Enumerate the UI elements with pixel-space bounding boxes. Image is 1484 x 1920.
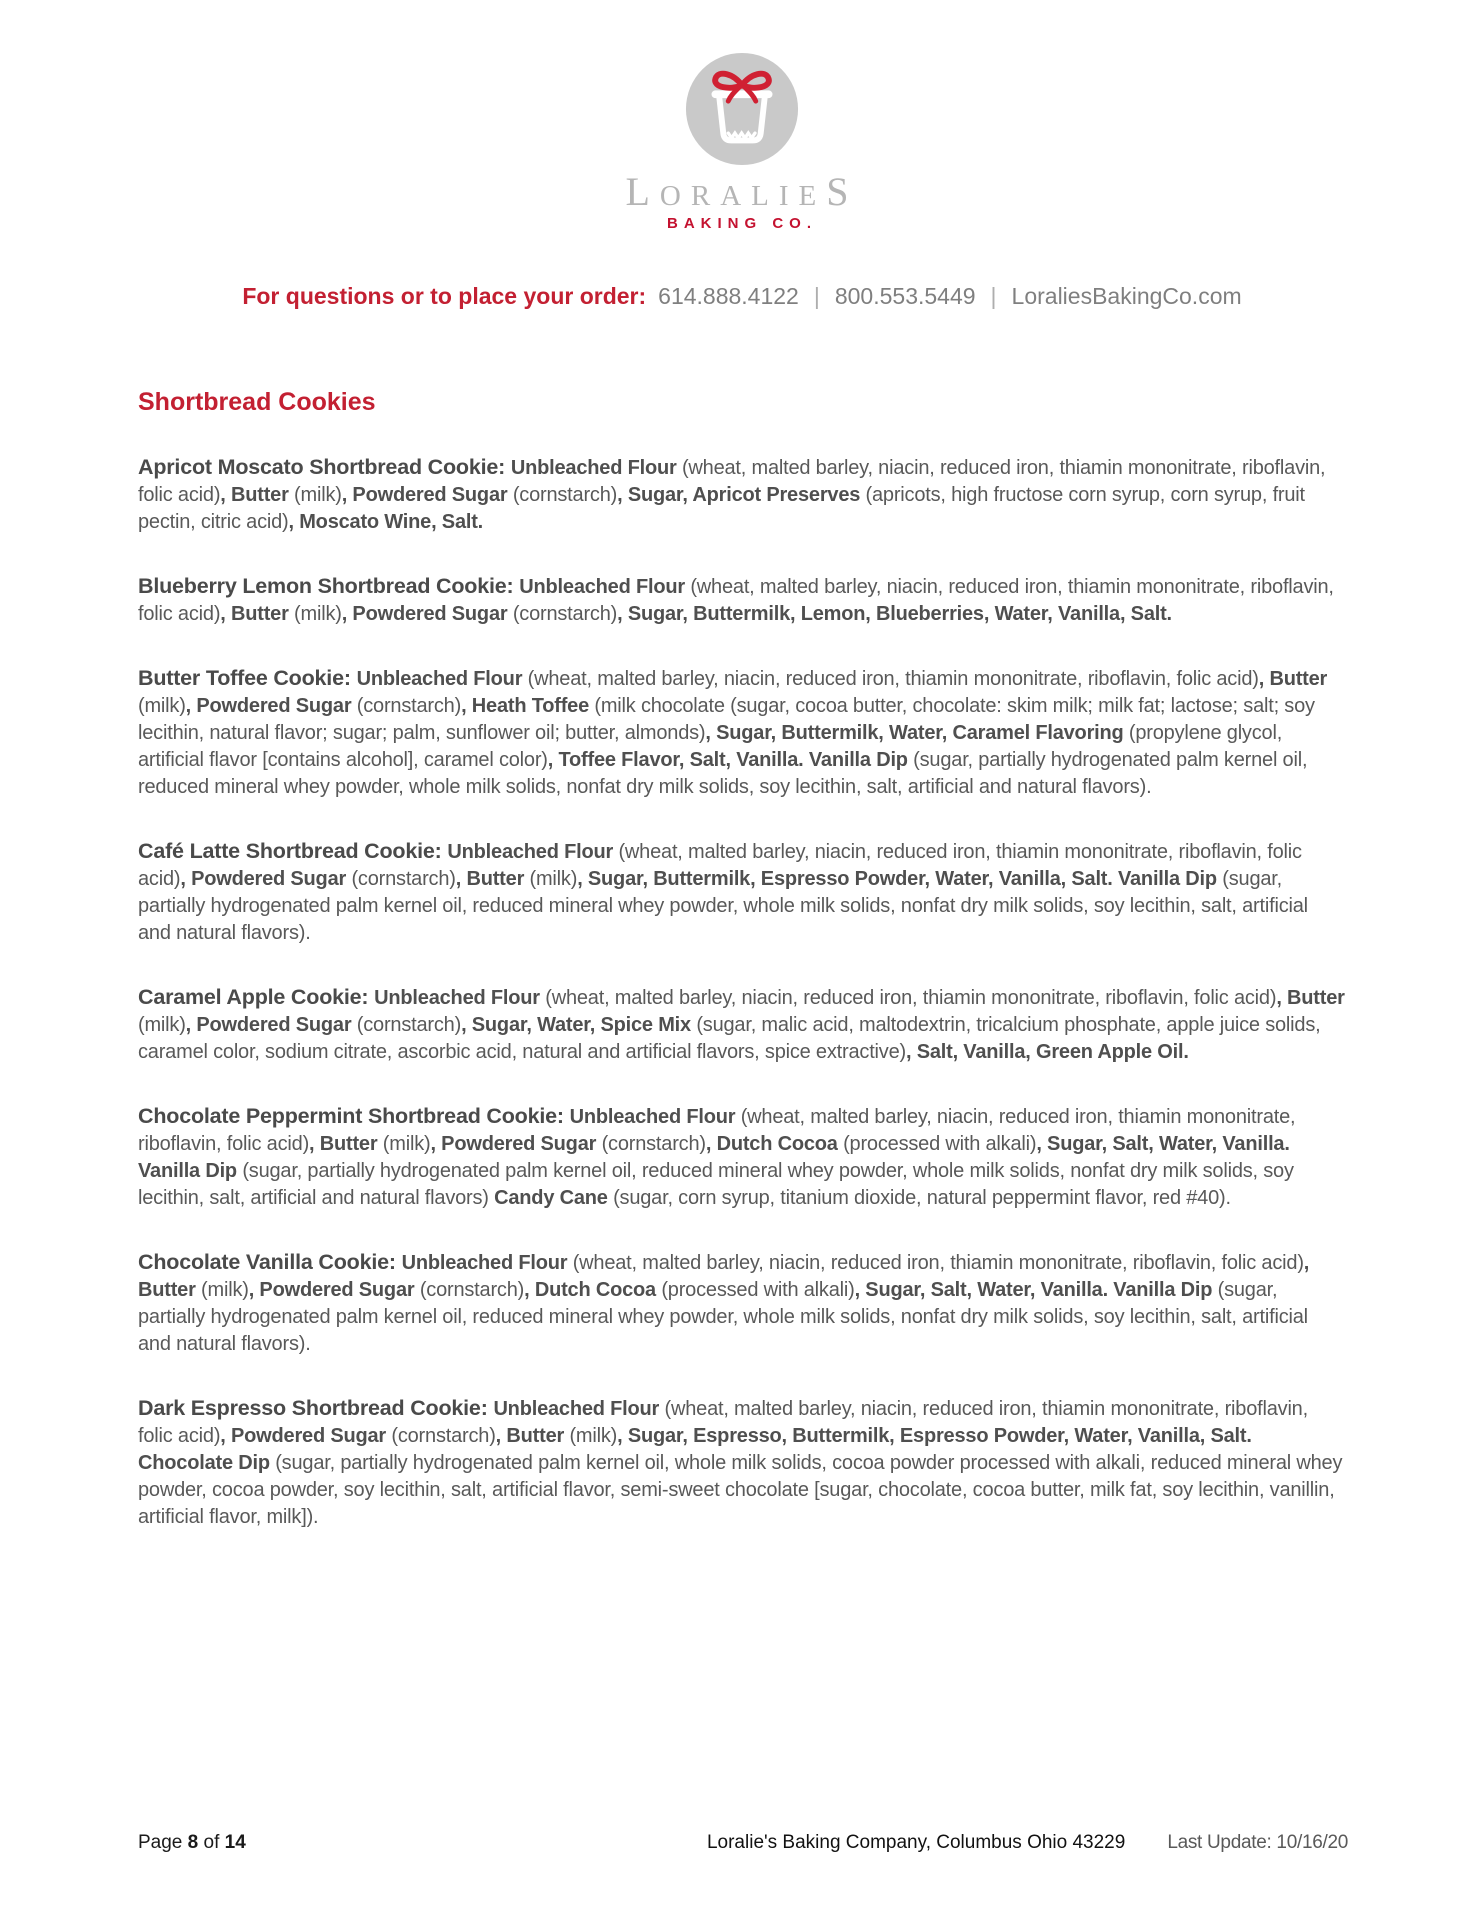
contact-line <box>0 283 1484 310</box>
product-name: Chocolate Peppermint Shortbread Cookie: <box>138 1104 570 1128</box>
separator-bar: | <box>990 283 997 309</box>
ingredient-bold: , Salt, Vanilla, Green Apple Oil. <box>905 1041 1189 1063</box>
product-name: Blueberry Lemon Shortbread Cookie: <box>138 574 520 598</box>
ingredient-detail: (wheat, malted barley, niacin, reduced iron, thiamin mononitrate, riboflavin, folic acid) <box>138 457 1326 506</box>
ingredient-detail: (cornstarch) <box>512 484 618 506</box>
ingredient-bold: , Butter <box>1258 668 1328 690</box>
ingredient-bold: , Dutch Cocoa <box>705 1133 844 1155</box>
product-paragraph <box>138 1103 1346 1212</box>
ingredient-bold: , Powdered Sugar <box>185 1014 357 1036</box>
ingredient-bold: , Sugar, Salt, Water, Vanilla. Vanilla Dip <box>854 1279 1218 1301</box>
ingredient-bold: , Butter <box>309 1133 383 1155</box>
contact-label: For questions or to place your order: <box>242 283 647 309</box>
ingredient-detail: (milk) <box>138 1014 186 1036</box>
product-list <box>138 454 1346 1531</box>
ingredient-detail: (milk) <box>294 484 342 506</box>
ingredient-bold: , Powdered Sugar <box>341 484 513 506</box>
ingredient-bold: , Sugar, Buttermilk, Water, Caramel Flavoring <box>705 722 1129 744</box>
product-paragraph <box>138 573 1346 628</box>
ingredient-bold: Unbleached Flour <box>374 987 546 1009</box>
page-number-of: of <box>198 1832 225 1853</box>
product-name: Caramel Apple Cookie: <box>138 985 375 1009</box>
ingredient-bold: , Sugar, Apricot Preserves <box>617 484 866 506</box>
ingredient-bold: , Butter <box>220 484 295 506</box>
last-update: Last Update: 10/16/20 <box>1167 1832 1348 1853</box>
ingredient-bold: , Butter <box>138 1252 1310 1301</box>
ingredient-detail: (cornstarch) <box>419 1279 525 1301</box>
ingredient-detail: (wheat, malted barley, niacin, reduced iron, thiamin mononitrate, riboflavin, folic acid) <box>545 987 1277 1009</box>
section-title: Shortbread Cookies <box>138 388 376 416</box>
page-number-prefix: Page <box>138 1832 188 1853</box>
ingredient-bold: Unbleached Flour <box>569 1106 741 1128</box>
ingredient-detail: (wheat, malted barley, niacin, reduced iron, thiamin mononitrate, riboflavin, folic acid) <box>527 668 1259 690</box>
ingredient-detail: (processed with alkali) <box>661 1279 855 1301</box>
ingredient-detail: (cornstarch) <box>391 1425 496 1447</box>
ingredient-bold: , Powdered Sugar <box>341 603 513 625</box>
brand-tagline: BAKING CO. <box>667 215 817 232</box>
ingredient-bold: , Toffee Flavor, Salt, Vanilla. Vanilla Dip <box>547 749 914 771</box>
brand-wordmark <box>0 169 1484 214</box>
ingredient-bold: , Powdered Sugar <box>430 1133 602 1155</box>
ingredient-bold: , Sugar, Buttermilk, Lemon, Blueberries, Water, Vanilla, Salt. <box>617 603 1172 625</box>
product-paragraph <box>138 984 1346 1066</box>
ingredient-bold: , Sugar, Water, Spice Mix <box>461 1014 697 1036</box>
ingredient-detail: (sugar, partially hydrogenated palm kernel oil, reduced mineral whey powder, whole milk solids, nonfat dry milk solids, soy lecithin, salt, artificial and natural flavors) <box>138 1160 1294 1209</box>
ingredient-bold: , Powdered Sugar <box>180 868 352 890</box>
ingredient-detail: (sugar, partially hydrogenated palm kernel oil, reduced mineral whey powder, whole milk solids, nonfat dry milk solids, soy lecithin, salt, artificial and natural flavors). <box>138 868 1308 944</box>
website-link[interactable]: LoraliesBakingCo.com <box>1011 283 1242 309</box>
ingredient-detail: (wheat, malted barley, niacin, reduced iron, thiamin mononitrate, riboflavin, folic acid) <box>138 576 1334 625</box>
ingredient-detail: (milk chocolate (sugar, cocoa butter, chocolate: skim milk; milk fat; lactose; salt; soy lecithin, natural flavor; sugar; palm, sunflower oil; butter, almonds) <box>138 695 1315 744</box>
ingredient-bold: , Butter <box>1276 987 1345 1009</box>
ingredient-detail: (milk) <box>201 1279 249 1301</box>
logo <box>0 50 1484 232</box>
ingredient-bold: Unbleached Flour <box>519 576 691 598</box>
product-paragraph <box>138 1249 1346 1358</box>
ingredient-detail: (cornstarch) <box>512 603 618 625</box>
ingredient-bold: Unbleached Flour <box>510 457 682 479</box>
ingredient-detail: (wheat, malted barley, niacin, reduced iron, thiamin mononitrate, riboflavin, folic acid) <box>572 1252 1304 1274</box>
page-number-current: 8 <box>187 1832 199 1853</box>
ingredient-bold: Unbleached Flour <box>401 1252 573 1274</box>
ingredient-detail: (sugar, corn syrup, titanium dioxide, natural peppermint flavor, red #40). <box>613 1187 1231 1209</box>
ingredient-bold: , Butter <box>495 1425 570 1447</box>
ingredient-detail: (sugar, malic acid, maltodextrin, tricalcium phosphate, apple juice solids, caramel color, sodium citrate, ascorbic acid, natural and artificial flavors, spice extractive) <box>138 1014 1321 1063</box>
ingredient-detail: (milk) <box>382 1133 431 1155</box>
ingredient-bold: , Moscato Wine, Salt. <box>288 511 484 533</box>
ingredient-detail: (cornstarch) <box>356 1014 462 1036</box>
ingredient-bold: , Butter <box>220 603 295 625</box>
ingredient-bold: , Dutch Cocoa <box>524 1279 662 1301</box>
ingredient-detail: (cornstarch) <box>601 1133 706 1155</box>
ingredient-bold: , Sugar, Espresso, Buttermilk, Espresso Powder, Water, Vanilla, Salt. Chocolate Dip <box>138 1425 1252 1474</box>
product-paragraph <box>138 1395 1346 1531</box>
ingredient-detail: (cornstarch) <box>351 868 456 890</box>
separator-bar: | <box>813 283 820 309</box>
brand-letters-middle: ORALIE <box>659 180 827 212</box>
ingredient-bold: Candy Cane <box>494 1187 614 1209</box>
ingredient-detail: (sugar, partially hydrogenated palm kernel oil, reduced mineral whey powder, whole milk solids, nonfat dry milk solids, soy lecithin, salt, artificial and natural flavors). <box>138 749 1308 798</box>
product-name: Butter Toffee Cookie: <box>138 666 357 690</box>
product-paragraph <box>138 665 1346 801</box>
cupcake-with-bow-icon <box>683 50 801 168</box>
ingredient-detail: (sugar, partially hydrogenated palm kernel oil, whole milk solids, cocoa powder processed with alkali, reduced mineral whey powder, cocoa powder, soy lecithin, salt, artificial flavor, semi-sweet chocolate [sugar, chocolate, cocoa butter, milk fat, soy lecithin, vanillin, artificial flavor, milk]). <box>138 1452 1343 1528</box>
brand-letter-first: L <box>625 169 660 214</box>
ingredient-bold: , Sugar, Salt, Water, Vanilla. Vanilla Dip <box>138 1133 1290 1182</box>
phone-local: 614.888.4122 <box>658 283 799 309</box>
ingredient-detail: (wheat, malted barley, niacin, reduced iron, thiamin mononitrate, riboflavin, folic acid) <box>138 1106 1296 1155</box>
ingredient-bold: Unbleached Flour <box>447 841 619 863</box>
page-footer <box>138 1832 1348 1854</box>
phone-tollfree: 800.553.5449 <box>834 283 976 309</box>
ingredient-detail: (milk) <box>294 603 342 625</box>
ingredient-detail: (milk) <box>569 1425 618 1447</box>
ingredient-bold: Unbleached Flour <box>356 668 528 690</box>
product-name: Apricot Moscato Shortbread Cookie: <box>138 455 511 479</box>
ingredient-detail: (apricots, high fructose corn syrup, corn syrup, fruit pectin, citric acid) <box>138 484 1305 533</box>
ingredient-bold: Unbleached Flour <box>493 1398 665 1420</box>
ingredient-detail: (processed with alkali) <box>843 1133 1037 1155</box>
brand-letter-last: S <box>826 169 859 214</box>
ingredient-detail: (wheat, malted barley, niacin, reduced iron, thiamin mononitrate, riboflavin, folic acid) <box>138 1398 1308 1447</box>
ingredients-content <box>138 375 1346 1568</box>
ingredient-bold: , Butter <box>455 868 530 890</box>
product-paragraph <box>138 454 1346 536</box>
page-number <box>138 1832 246 1854</box>
ingredient-bold: , Powdered Sugar <box>220 1425 392 1447</box>
ingredient-detail: (sugar, partially hydrogenated palm kernel oil, reduced mineral whey powder, whole milk solids, nonfat dry milk solids, soy lecithin, salt, artificial and natural flavors). <box>138 1279 1308 1355</box>
ingredient-bold: , Heath Toffee <box>461 695 595 717</box>
ingredient-detail: (wheat, malted barley, niacin, reduced iron, thiamin mononitrate, riboflavin, folic acid) <box>138 841 1302 890</box>
ingredient-bold: , Sugar, Buttermilk, Espresso Powder, Water, Vanilla, Salt. Vanilla Dip <box>577 868 1223 890</box>
company-address: Loralie's Baking Company, Columbus Ohio 43229 <box>706 1832 1126 1853</box>
ingredient-detail: (milk) <box>529 868 578 890</box>
ingredient-bold: , Powdered Sugar <box>185 695 357 717</box>
ingredient-detail: (milk) <box>138 695 186 717</box>
product-name: Café Latte Shortbread Cookie: <box>138 839 448 863</box>
ingredient-bold: , Powdered Sugar <box>248 1279 420 1301</box>
product-name: Dark Espresso Shortbread Cookie: <box>138 1396 494 1420</box>
ingredient-detail: (propylene glycol, artificial flavor [contains alcohol], caramel color) <box>138 722 1283 771</box>
product-name: Chocolate Vanilla Cookie: <box>138 1250 402 1274</box>
page-number-total: 14 <box>224 1832 246 1853</box>
product-paragraph <box>138 838 1346 947</box>
ingredient-detail: (cornstarch) <box>356 695 462 717</box>
